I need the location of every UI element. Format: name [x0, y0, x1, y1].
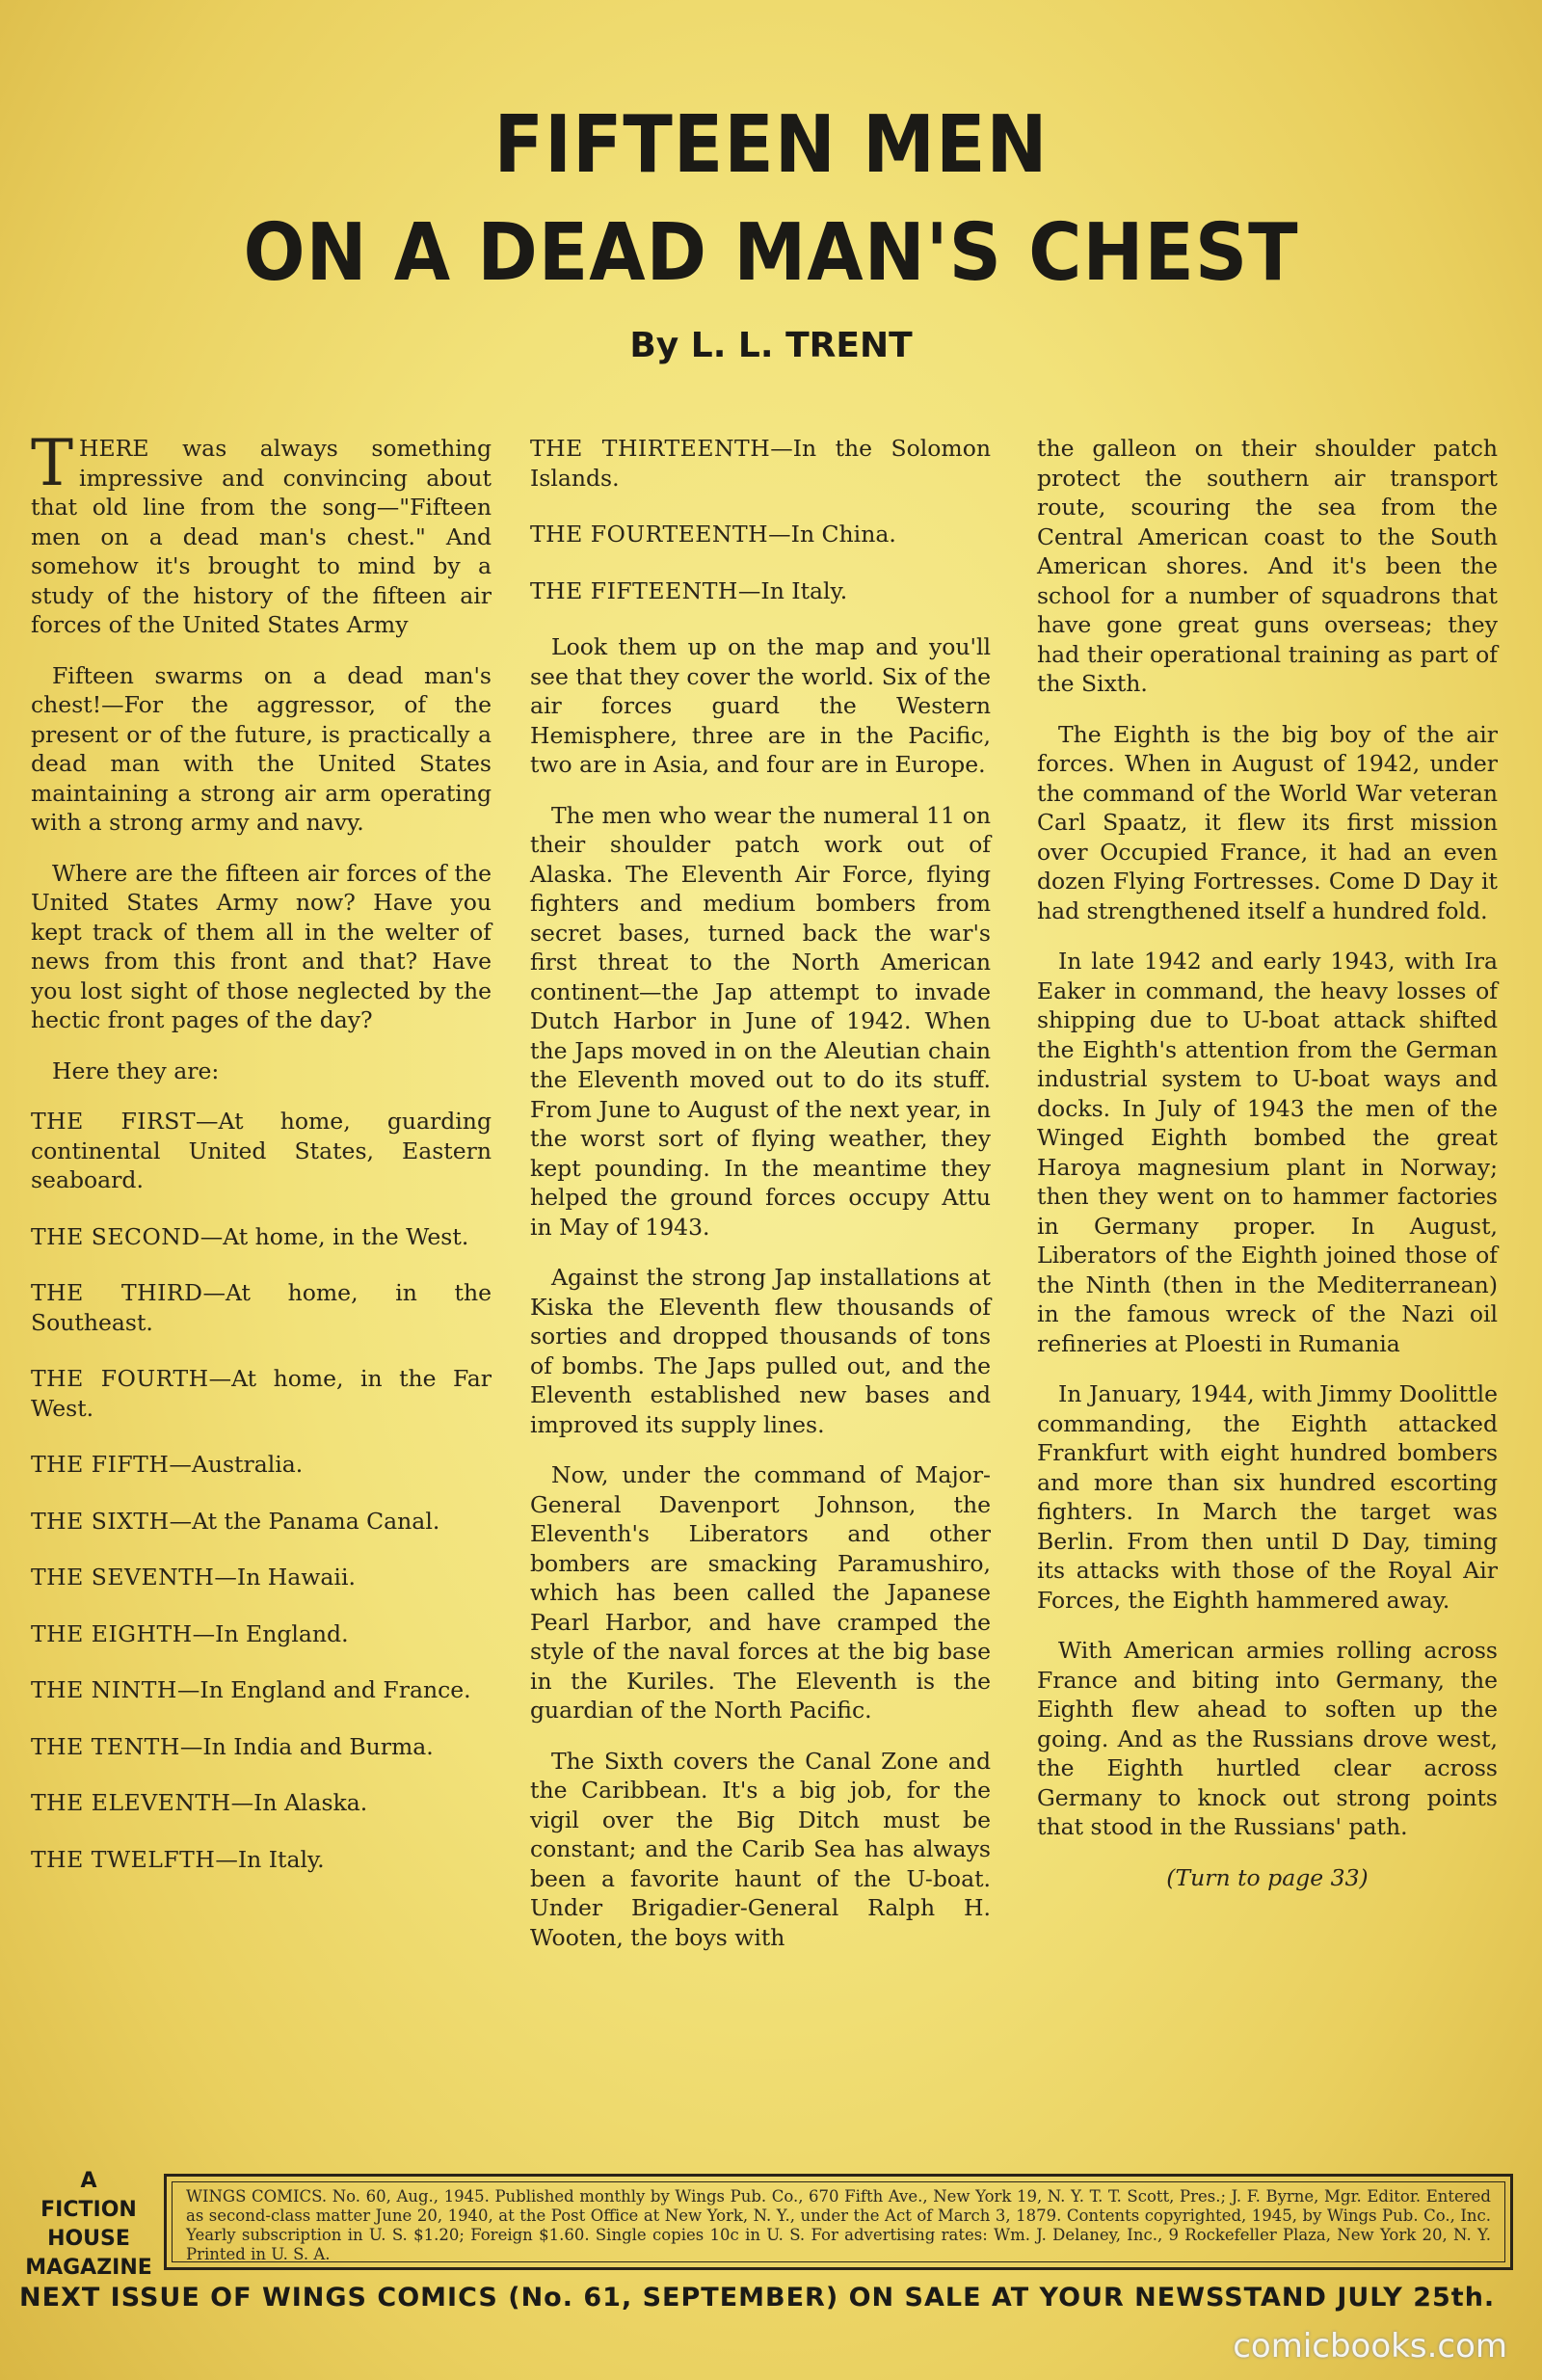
air-force-entry: THE TWELFTH—In Italy. — [31, 1845, 325, 1873]
air-force-entry: THE SECOND—At home, in the West. — [31, 1222, 469, 1250]
story-title — [62, 92, 1480, 308]
column-3 — [1037, 434, 1498, 1913]
paragraph: With American armies rolling across France and biting into Germany, the Eighth flew ahead to soften up the going. And as the Russians drove west, the Eighth hurtled clear across Germany to knock out strong points that stood in the Russians' path. — [1037, 1637, 1498, 1840]
air-force-entry: THE ELEVENTH—In Alaska. — [31, 1789, 368, 1816]
next-issue-banner: NEXT ISSUE OF WINGS COMICS (No. 61, SEPTEMBER) ON SALE AT YOUR NEWSSTAND JULY 25th. — [19, 2283, 1496, 2313]
paragraph: In late 1942 and early 1943, with Ira Eaker in command, the heavy losses of shipping due to U-boat attack shifted the Eighth's attention from the German industrial system to U-boat ways and docks. In July of 1943 the men of the Winged Eighth bombed the great Haroya magnesium plant in Norway; then they went on to hammer factories in Germany proper. In August, Liberators of the Eighth joined those of the Ninth (then in the Mediterranean) in the famous wreck of the Nazi oil refineries at Ploesti in Rumania — [1037, 948, 1498, 1357]
paragraph: Fifteen swarms on a dead man's chest!—For the aggressor, of the present or of the future, is practically a dead man with the United States maintaining a strong air arm operating with a strong army and navy. — [31, 661, 492, 836]
paragraph: In January, 1944, with Jimmy Doolittle commanding, the Eighth attacked Frankfurt with eight hundred bombers and more than six hundred escorting fighters. In March the target was Berlin. From then until D Day, timing its attacks with those of the Royal Air Forces, the Eighth hammered away. — [1037, 1380, 1498, 1614]
air-force-entry: THE FIRST—At home, guarding continental United States, Eastern seaboard. — [31, 1108, 492, 1193]
paragraph: Where are the fifteen air forces of the United States Army now? Have you kept track of them all in the welter of news from this front and that? Have you lost sight of those neglected by the hectic front pages of the day? — [31, 859, 492, 1033]
paragraph: The Eighth is the big boy of the air forces. When in August of 1942, under the command of the World War veteran Carl Spaatz, it flew its first mission over Occupied France, it had an even dozen Flying Fortresses. Come D Day it had strengthened itself a hundred fold. — [1037, 720, 1498, 924]
continuation-note: (Turn to page 33) — [1166, 1863, 1369, 1891]
air-force-entry: THE THIRD—At home, in the Southeast. — [31, 1279, 492, 1336]
paragraph: the galleon on their shoulder patch protect the southern air transport route, scouring the sea from the Central American coast to the South American shores. And it's been the school for a number of squadrons that have gone great guns overseas; they had their operational training as part of the Sixth. — [1037, 435, 1498, 697]
air-force-entry: THE SEVENTH—In Hawaii. — [31, 1564, 356, 1591]
paragraph: The Sixth covers the Canal Zone and the Caribbean. It's a big job, for the vigil over the Big Ditch must be constant; and the Carib Sea has always been a favorite haunt of the U-boat. Under Brigadier-General Ralph H. Wooten, the boys with — [530, 1747, 991, 1951]
air-force-entry: THE FOURTH—At home, in the Far West. — [31, 1365, 492, 1422]
paragraph: Here they are: — [52, 1056, 220, 1084]
drop-cap: T — [31, 426, 74, 500]
paragraph: Against the strong Jap installations at Kiska the Eleventh flew thousands of sorties and dropped thousands of tons of bombs. The Japs pulled out, and the Eleventh established new bases and improved its supply lines. — [530, 1264, 991, 1438]
byline: By L. L. TRENT — [629, 326, 913, 365]
title-line-2: ON A DEAD MAN'S CHEST — [243, 207, 1299, 299]
air-force-entry: THE THIRTEENTH—In the Solomon Islands. — [530, 435, 991, 492]
air-force-entry: THE FIFTEENTH—In Italy. — [530, 576, 848, 604]
air-force-entry: THE EIGHTH—In England. — [31, 1619, 349, 1647]
indicia-text: WINGS COMICS. No. 60, Aug., 1945. Published monthly by Wings Pub. Co., 670 Fifth Ave., New York 19, N. Y. T. T. Scott, Pres.; J. F. Byrne, Mgr. Editor. Entered as second-class matter June 20, 1940, at the Post Office at New York, N. Y., under the Act of March 3, 1879. Contents copyrighted, 1945, by Wings Pub. Co., Inc. Yearly subscription in U. S. $1.20; Foreign $1.60. Single copies 10c in U. S. For advertising rates: Wm. J. Delaney, Inc., 9 Rockefeller Plaza, New York 20, N. Y. Printed in U. S. A. — [172, 2181, 1505, 2262]
paragraph: The men who wear the numeral 11 on their shoulder patch work out of Alaska. The Eleventh Air Force, flying fighters and medium bombers from secret bases, turned back the war's first threat to the North American continent—the Jap attempt to invade Dutch Harbor in June of 1942. When the Japs moved in on the Aleutian chain the Eleventh moved out to do its stuff. From June to August of the next year, in the worst sort of flying weather, they kept pounding. In the meantime they helped the ground forces occupy Attu in May of 1943. — [530, 801, 991, 1241]
air-force-entry: THE SIXTH—At the Panama Canal. — [31, 1507, 440, 1535]
column-2 — [530, 434, 991, 1973]
paragraph: Now, under the command of Major-General Davenport Johnson, the Eleventh's Liberators and other bombers are smacking Paramushiro, which has been called the Japanese Pearl Harbor, and have cramped the style of the naval forces at the big base in the Kuriles. The Eleventh is the guardian of the North Pacific. — [530, 1461, 991, 1724]
air-force-entry: THE TENTH—In India and Burma. — [31, 1732, 434, 1760]
column-1 — [31, 426, 492, 1901]
fiction-house-logo: A FICTION HOUSE MAGAZINE — [25, 2169, 152, 2280]
title-line-1: FIFTEEN MEN — [493, 99, 1049, 191]
paragraph: THERE was always something impressive and convincing about that old line from the song—"Fifteen men on a dead man's chest." And somehow it's brought to mind by a study of the history of the fifteen air forces of the United States Army — [31, 426, 492, 638]
indicia-box — [164, 2174, 1513, 2270]
air-force-entry: THE FOURTEENTH—In China. — [530, 521, 896, 548]
paragraph: Look them up on the map and you'll see that they cover the world. Six of the air forces guard the Western Hemisphere, three are in the Pacific, two are in Asia, and four are in Europe. — [530, 633, 991, 778]
air-force-entry: THE FIFTH—Australia. — [31, 1451, 304, 1478]
watermark: comicbooks.com — [1233, 2327, 1507, 2366]
air-force-entry: THE NINTH—In England and France. — [31, 1676, 471, 1703]
